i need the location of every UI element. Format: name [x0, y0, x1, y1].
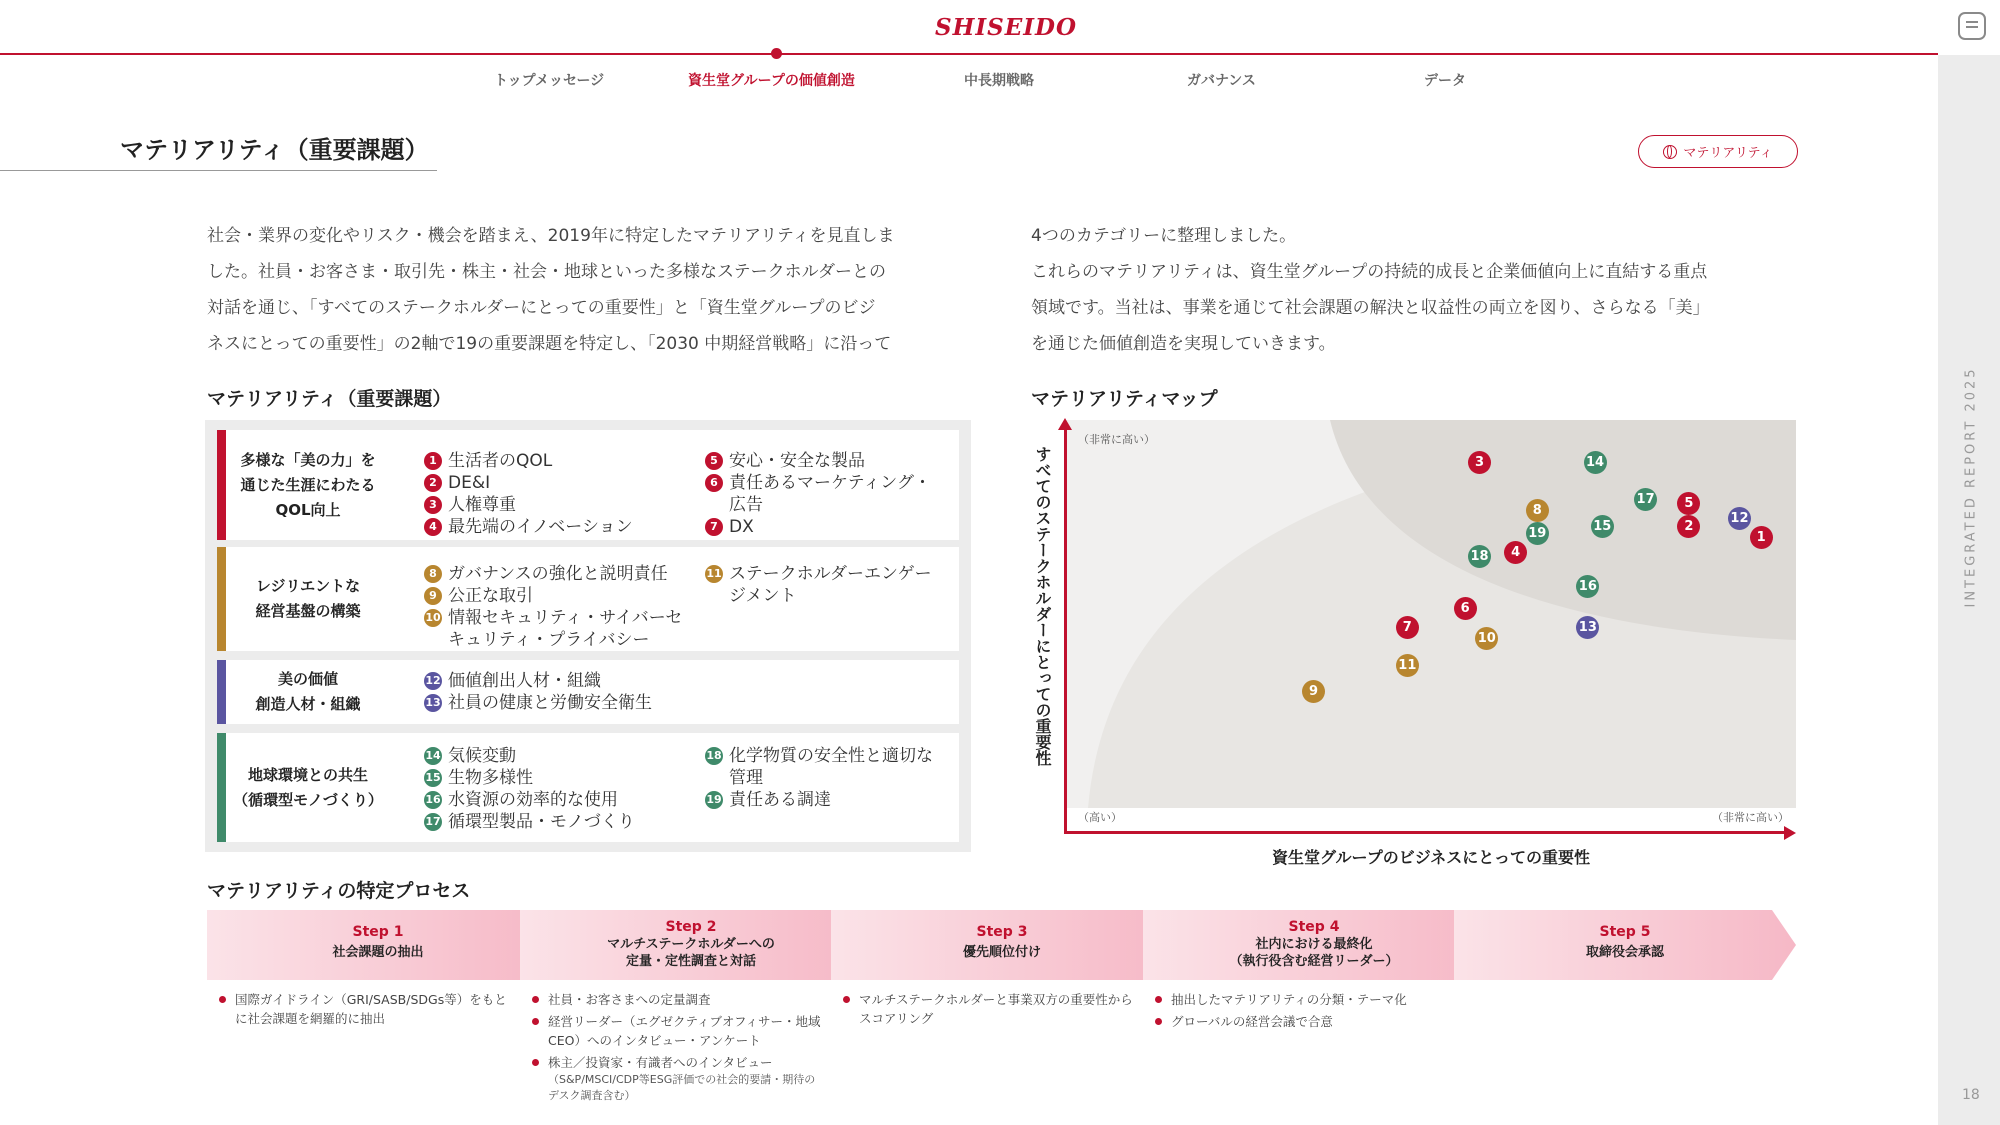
materiality-item	[705, 472, 945, 516]
x-axis-arrow	[1784, 826, 1796, 840]
item-number-badge: 1	[424, 452, 442, 470]
item-number-badge: 12	[424, 672, 442, 690]
process-step	[207, 910, 549, 980]
bullet-item	[532, 1053, 822, 1104]
item-label: 最先端のイノベーション	[448, 517, 633, 537]
item-number-badge: 5	[705, 452, 723, 470]
step-number: Step 4	[1288, 919, 1340, 935]
item-label: 公正な取引	[448, 586, 533, 606]
materiality-item	[424, 450, 699, 472]
process-title: マテリアリティの特定プロセス	[207, 880, 471, 902]
item-number-badge: 16	[424, 791, 442, 809]
nav-data[interactable]: データ	[1424, 73, 1466, 89]
item-number-badge: 9	[424, 587, 442, 605]
map-gradient-zones	[1066, 420, 1796, 808]
item-number-badge: 14	[424, 747, 442, 765]
step-name: 社内における最終化 （執行役含む経営リーダー）	[1229, 937, 1399, 969]
materiality-item	[424, 472, 699, 494]
category-label: 地球環境との共生 （循環型モノづくり）	[233, 765, 383, 809]
item-label: 生活者のQOL	[448, 451, 553, 471]
nav-active-indicator	[771, 48, 782, 59]
x-axis	[1064, 831, 1784, 834]
intro-right	[1031, 218, 1801, 362]
category-label: レジリエントな 経営基盤の構築	[255, 577, 361, 620]
materiality-item	[424, 516, 699, 538]
shiseido-logo[interactable]: SHISEIDO	[935, 14, 1077, 41]
map-point-5: 5	[1677, 492, 1700, 515]
bullet-item	[843, 990, 1133, 1028]
materiality-item	[705, 563, 945, 607]
bullet-text: 抽出したマテリアリティの分類・テーマ化	[1171, 992, 1407, 1007]
item-number-badge: 2	[424, 474, 442, 492]
step-text	[1454, 923, 1796, 961]
step-number: Step 5	[1599, 924, 1651, 940]
x-axis-title: 資生堂グループのビジネスにとっての重要性	[1272, 848, 1590, 867]
map-point-12: 12	[1728, 507, 1751, 530]
materiality-tag-button[interactable]	[1638, 135, 1798, 168]
category-label: 美の価値 創造人材・組織	[255, 670, 361, 713]
step-bullets	[532, 990, 822, 1107]
materiality-item	[424, 563, 699, 585]
item-number-badge: 18	[705, 747, 723, 765]
map-point-3: 3	[1468, 451, 1491, 474]
item-number-badge: 19	[705, 791, 723, 809]
item-label: 情報セキュリティ・サイバーセキュリティ・プライバシー	[448, 608, 683, 650]
item-label: 人権尊重	[448, 495, 516, 515]
page-title: マテリアリティ（重要課題）	[120, 136, 429, 164]
map-point-4: 4	[1504, 541, 1527, 564]
bullet-subtext: （S&P/MSCI/CDP等ESG評価での社会的要請・期待のデスク調査含む）	[548, 1073, 816, 1102]
materiality-item	[424, 607, 699, 651]
item-label: 循環型製品・モノづくり	[448, 812, 635, 832]
step-text	[1143, 918, 1485, 970]
materiality-item	[424, 767, 699, 789]
bullet-text: マルチステークホルダーと事業双方の重要性からスコアリング	[859, 992, 1133, 1026]
nav-top-message[interactable]: トップメッセージ	[494, 73, 605, 89]
item-number-badge: 11	[705, 565, 723, 583]
map-area	[1066, 420, 1796, 808]
materiality-item	[705, 450, 945, 472]
bullet-item	[532, 1012, 822, 1050]
bullet-text: 経営リーダー（エグゼクティブオフィサー・地域CEO）へのインタビュー・アンケート	[548, 1014, 821, 1048]
step-text	[831, 923, 1173, 961]
intro-line: 対話を通じ、「すべてのステークホルダーにとっての重要性」と「資生堂グループのビジ	[207, 298, 876, 318]
map-point-10: 10	[1475, 627, 1498, 650]
item-label: 気候変動	[448, 746, 516, 766]
step-number: Step 1	[352, 924, 404, 940]
process-step	[831, 910, 1173, 980]
map-point-19: 19	[1526, 522, 1549, 545]
item-label: 水資源の効率的な使用	[448, 790, 618, 810]
item-number-badge: 10	[424, 609, 442, 627]
intro-line: を通じた価値創造を実現していきます。	[1031, 334, 1336, 354]
title-underline	[0, 170, 437, 171]
item-label: 社員の健康と労働安全衛生	[448, 693, 652, 713]
map-point-18: 18	[1468, 545, 1491, 568]
bullet-text: グローバルの経営会議で合意	[1171, 1014, 1333, 1029]
intro-line: 4つのカテゴリーに整理しました。	[1031, 226, 1297, 246]
step-name: マルチステークホルダーへの 定量・定性調査と対話	[607, 937, 775, 969]
map-point-15: 15	[1591, 515, 1614, 538]
x-axis-high-label: （非常に高い）	[1712, 811, 1789, 824]
tag-label: マテリアリティ	[1683, 146, 1773, 161]
bullet-text: 社員・お客さまへの定量調査	[548, 992, 711, 1007]
item-label: 価値創出人材・組織	[448, 671, 601, 691]
report-label	[1964, 498, 1979, 608]
nav-value-creation[interactable]: 資生堂グループの価値創造	[688, 73, 855, 89]
y-axis-title: すべてのステークホルダーにとっての重要性	[1033, 446, 1052, 766]
item-number-badge: 15	[424, 769, 442, 787]
item-number-badge: 13	[424, 694, 442, 712]
category-row	[217, 547, 959, 651]
header-divider	[0, 53, 1938, 55]
bullet-text: 国際ガイドライン（GRI/SASB/SDGs等）をもとに社会課題を網羅的に抽出	[235, 992, 507, 1026]
intro-line: これらのマテリアリティは、資生堂グループの持続的成長と企業価値向上に直結する重点	[1031, 262, 1708, 282]
item-number-badge: 7	[705, 518, 723, 536]
step-text	[207, 923, 549, 961]
item-number-badge: 17	[424, 813, 442, 831]
category-color-bar	[217, 430, 226, 540]
item-number-badge: 4	[424, 518, 442, 536]
item-label: ガバナンスの強化と説明責任	[448, 564, 668, 584]
map-point-2: 2	[1677, 515, 1700, 538]
page-number: 18	[1962, 1087, 1980, 1103]
step-bullets	[219, 990, 509, 1031]
process-step	[1454, 910, 1796, 980]
item-number-badge: 6	[705, 474, 723, 492]
map-point-14: 14	[1584, 451, 1607, 474]
item-label: DX	[729, 517, 754, 537]
materiality-item	[705, 516, 945, 538]
map-point-9: 9	[1302, 680, 1325, 703]
item-label: DE&I	[448, 473, 491, 493]
step-name: 取締役会承認	[1585, 945, 1664, 960]
bullet-item	[1155, 1012, 1445, 1031]
materiality-item	[705, 745, 945, 789]
nav-medium-term-strategy[interactable]: 中長期戦略	[964, 73, 1034, 89]
step-number: Step 2	[665, 919, 717, 935]
step-bullets	[843, 990, 1133, 1031]
item-label: ステークホルダーエンゲージメント	[729, 564, 932, 606]
materiality-item	[424, 811, 699, 833]
map-point-11: 11	[1396, 654, 1419, 677]
process-step	[1143, 910, 1485, 980]
y-axis	[1064, 428, 1067, 832]
category-row	[217, 660, 959, 724]
materiality-item	[424, 670, 699, 692]
intro-line: 領域です。当社は、事業を通じて社会課題の解決と収益性の両立を図り、さらなる「美」	[1031, 298, 1710, 318]
item-label: 化学物質の安全性と適切な管理	[729, 746, 933, 788]
nav-governance[interactable]: ガバナンス	[1187, 73, 1256, 89]
intro-left	[207, 218, 977, 362]
step-bullets	[1155, 990, 1445, 1034]
menu-icon[interactable]	[1958, 12, 1986, 40]
item-number-badge: 8	[424, 565, 442, 583]
step-name: 社会課題の抽出	[332, 945, 424, 960]
intro-line: した。社員・お客さま・取引先・株主・社会・地球といった多様なステークホルダーとの	[207, 262, 886, 282]
step-text	[520, 918, 862, 970]
bullet-item	[219, 990, 509, 1028]
y-axis-arrow	[1058, 418, 1072, 430]
map-point-13: 13	[1576, 616, 1599, 639]
category-label: 多様な「美の力」を 通じた生涯にわたる QOL向上	[240, 450, 376, 519]
item-label: 責任ある調達	[729, 790, 831, 810]
map-point-7: 7	[1396, 616, 1419, 639]
map-title: マテリアリティマップ	[1031, 388, 1218, 410]
materiality-item	[424, 585, 699, 607]
category-row	[217, 733, 959, 842]
category-row	[217, 430, 959, 540]
category-color-bar	[217, 660, 226, 724]
map-point-16: 16	[1576, 575, 1599, 598]
map-point-6: 6	[1454, 597, 1477, 620]
category-color-bar	[217, 733, 226, 842]
materiality-table	[205, 420, 971, 852]
materiality-table-title: マテリアリティ（重要課題）	[207, 388, 452, 410]
materiality-item	[705, 789, 945, 811]
item-label: 安心・安全な製品	[729, 451, 865, 471]
item-label: 責任あるマーケティング・広告	[729, 473, 931, 515]
map-point-17: 17	[1634, 488, 1657, 511]
materiality-item	[424, 494, 699, 516]
bullet-item	[1155, 990, 1445, 1009]
bullet-item	[532, 990, 822, 1009]
map-point-1: 1	[1750, 526, 1773, 549]
intro-line: 社会・業界の変化やリスク・機会を踏まえ、2019年に特定したマテリアリティを見直しま	[207, 226, 895, 246]
item-number-badge: 3	[424, 496, 442, 514]
materiality-item	[424, 692, 699, 714]
map-point-8: 8	[1526, 499, 1549, 522]
intro-line: ネスにとっての重要性」の2軸で19の重要課題を特定し、「2030 中期経営戦略」に沿って	[207, 334, 892, 354]
bullet-text: 株主／投資家・有識者へのインタビュー	[548, 1055, 773, 1070]
materiality-item	[424, 789, 699, 811]
y-axis-high-label: （非常に高い）	[1078, 433, 1155, 446]
item-label: 生物多様性	[448, 768, 533, 788]
process-step	[520, 910, 862, 980]
globe-icon	[1663, 145, 1677, 159]
step-name: 優先順位付け	[962, 945, 1041, 960]
category-color-bar	[217, 547, 226, 651]
step-number: Step 3	[976, 924, 1028, 940]
materiality-item	[424, 745, 699, 767]
x-axis-low-label: （高い）	[1078, 811, 1122, 824]
